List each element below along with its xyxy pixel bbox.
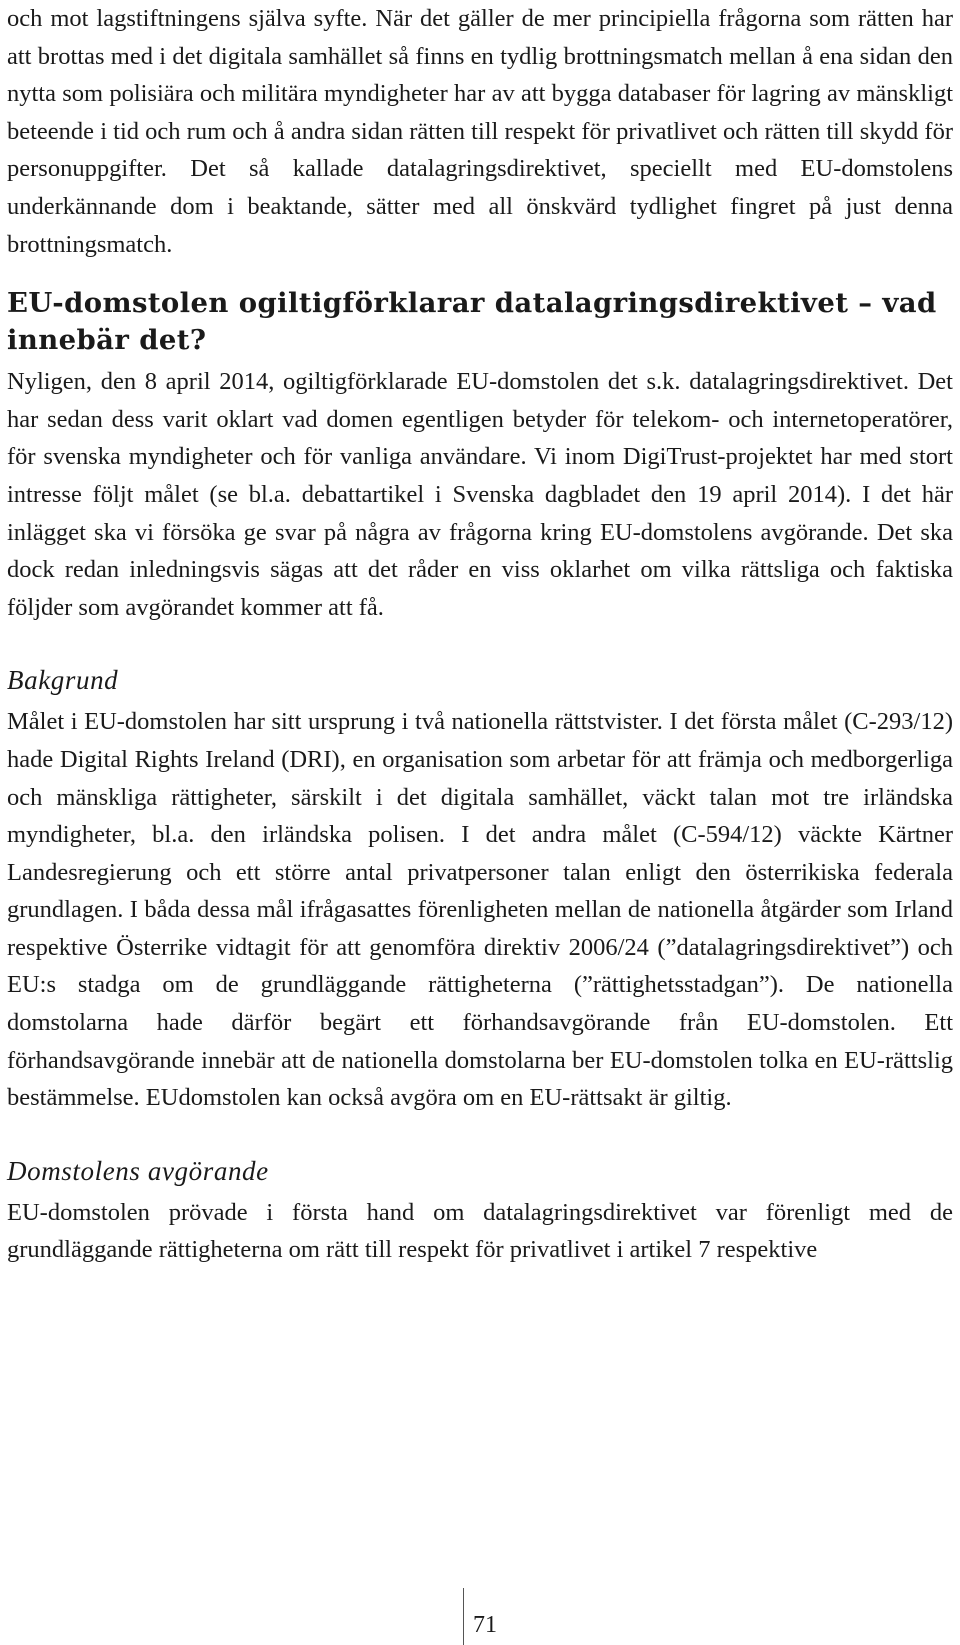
page-number: 71	[473, 1612, 497, 1638]
paragraph-avgorande: EU-domstolen prövade i första hand om datalagringsdirektivet var förenligt med de grundläggande rättigheterna om rätt till respekt för privatlivet i artikel 7 respektive	[7, 1198, 953, 1264]
page-footer	[463, 1588, 523, 1645]
paragraph-bakgrund: Målet i EU-domstolen har sitt ursprung i två nationella rättstvister. I det första målet (C-293/12) hade Digital Rights Ireland (DRI), en organisation som arbetar för att främja och medborgerliga och mänskliga rättigheter, särskilt i det digitala samhället, väckt talan mot tre irländska myndigheter, bl.a. den irländska polisen. I det andra målet (C-594/12) väckte Kärtner Landesregierung och ett större antal privatpersoner talan enligt den österrikiska federala grundlagen. I båda dessa mål ifrågasattes förenligheten mellan de nationella åtgärder som Irland respektive Österrike vidtagit för att genomföra direktiv 2006/24 (”datalagringsdirektivet”) och EU:s stadga om de grundläggande rättigheterna (”rättighetsstadgan”). De nationella domstolarna hade därför begärt ett förhandsavgörande från EU-domstolen. Ett förhandsavgörande innebär att de nationella domstolarna ber EU-domstolen tolka en EU-rättslig bestämmelse. EUdomstolen kan också avgöra om en EU-rättsakt är giltig.	[7, 708, 953, 1112]
heading-main: EU-domstolen ogiltigförklarar datalagringsdirektivet – vad innebär det?	[7, 287, 937, 357]
footer-divider	[463, 1588, 464, 1645]
heading-bakgrund: Bakgrund	[7, 665, 119, 696]
paragraph-intro: och mot lagstiftningens själva syfte. När det gäller de mer principiella frågorna som rätten har att brottas med i det digitala samhället så finns en tydlig brottningsmatch mellan å ena sidan den nytta som polisiära och militära myndigheter har av att bygga databaser för lagring av mänskligt beteende i tid och rum och å andra sidan rätten till respekt för privatlivet och rätten till skydd för personuppgifter. Det så kallade datalagringsdirektivet, speciellt med EU-domstolens underkännande dom i beaktande, sätter med all önskvärd tydlighet fingret på just denna brottningsmatch.	[7, 5, 953, 258]
document-page	[7, 0, 953, 1269]
heading-domstolens-avgorande: Domstolens avgörande	[7, 1155, 269, 1186]
paragraph-nyligen: Nyligen, den 8 april 2014, ogiltigförklarade EU-domstolen det s.k. datalagringsdirektivet. Det har sedan dess varit oklart vad domen egentligen betyder för telekom- och internetoperatörer, för svenska myndigheter och för vanliga användare. Vi inom DigiTrust-projektet har med stort intresse följt målet (se bl.a. debattartikel i Svenska dagbladet den 19 april 2014). I det här inlägget ska vi försöka ge svar på några av frågorna kring EU-domstolens avgörande. Det ska dock redan inledningsvis sägas att det råder en viss oklarhet om vilka rättsliga och faktiska följder som avgörandet kommer att få.	[7, 368, 953, 621]
